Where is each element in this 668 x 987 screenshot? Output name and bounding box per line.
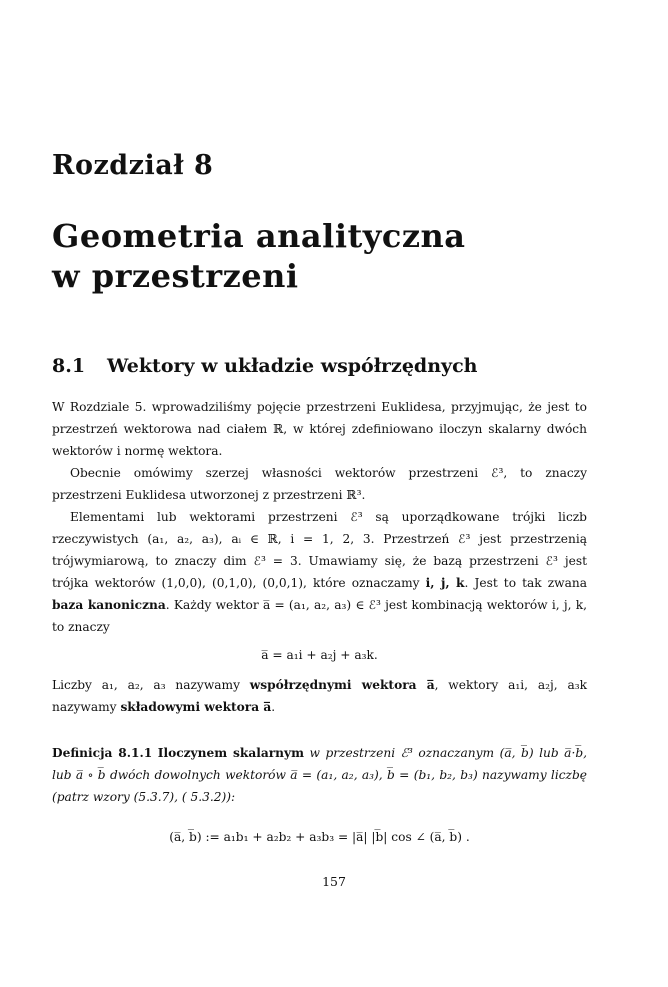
section-number: 8.1 [52,355,86,377]
paragraph-3 [52,506,587,638]
basis-vectors: i, j, k [425,576,465,590]
definition-text: w przestrzeni ℰ³ oznaczanym (a̅, b̅) lub a̅·b̅, lub a̅ ∘ b̅ dwóch dowolnych wektorów a̅ = (a₁, a₂, a₃), b̅ = (b₁, b₂, b₃) nazywamy liczbę (patrz wzory (5.3.7), ( 5.3.2)): [52,746,587,804]
paragraph-4-text-a: Liczby a₁, a₂, a₃ nazywamy [52,678,250,692]
section-title: Wektory w układzie współrzędnych [107,355,478,377]
paragraph-4 [52,674,587,718]
term-baza-kanoniczna: baza kanoniczna [52,598,166,612]
paragraph-3-text-a: Elementami lub wektorami przestrzeni ℰ³ są uporządkowane trójki liczb rzeczywistych (a₁, a₂, a₃), aᵢ ∈ ℝ, i = 1, 2, 3. Przestrzeń ℰ³ jest przestrzenią trójwymiarową, to znaczy dim ℰ³ = 3. Umawiamy się, że bazą przestrzeni ℰ³ jest trójka wektorów (1,0,0), (0,1,0), (0,0,1), które oznaczamy [52,510,587,590]
paragraph-4-text-b: , wektory a₁i, a₂j, a₃k nazywamy [52,678,587,714]
definition-formula: (a̅, b̅) := a₁b₁ + a₂b₂ + a₃b₃ = |a̅| |b̅| cos ∠ (a̅, b̅) . [169,830,470,844]
display-equation: a̅ = a₁i + a₂j + a₃k. [261,648,378,662]
paragraph-3-text-c: . Każdy wektor a̅ = (a₁, a₂, a₃) ∈ ℰ³ jest kombinacją wektorów i, j, k, to znaczy [52,598,588,634]
section-heading [52,355,477,377]
term-skladowe: składowymi wektora a̅ [120,700,272,714]
paragraph-1: W Rozdziale 5. wprowadziliśmy pojęcie przestrzeni Euklidesa, przyjmując, że jest to przestrzeń wektorowa nad ciałem ℝ, w której zdefiniowano iloczyn skalarny dwóch wektorów i normę wektora. [52,400,587,458]
page-number: 157 [322,874,346,889]
body-text [52,396,587,718]
definition-8-1-1 [52,742,587,808]
chapter-title [52,216,466,296]
chapter-title-line2: w przestrzeni [52,257,299,295]
definition-term: Iloczynem skalarnym [157,746,305,760]
chapter-title-line1: Geometria analityczna [52,217,466,255]
chapter-label: Rozdział 8 [52,150,214,181]
definition-label: Definicja 8.1.1 [52,746,153,760]
term-wspolrzedne: współrzędnymi wektora a̅ [249,678,435,692]
paragraph-4-text-c: . [271,700,276,714]
paragraph-2: Obecnie omówimy szerzej własności wektorów przestrzeni ℰ³, to znaczy przestrzeni Euklidesa utworzonej z przestrzeni ℝ³. [52,466,587,502]
paragraph-3-text-b: . Jest to tak zwana [464,576,588,590]
